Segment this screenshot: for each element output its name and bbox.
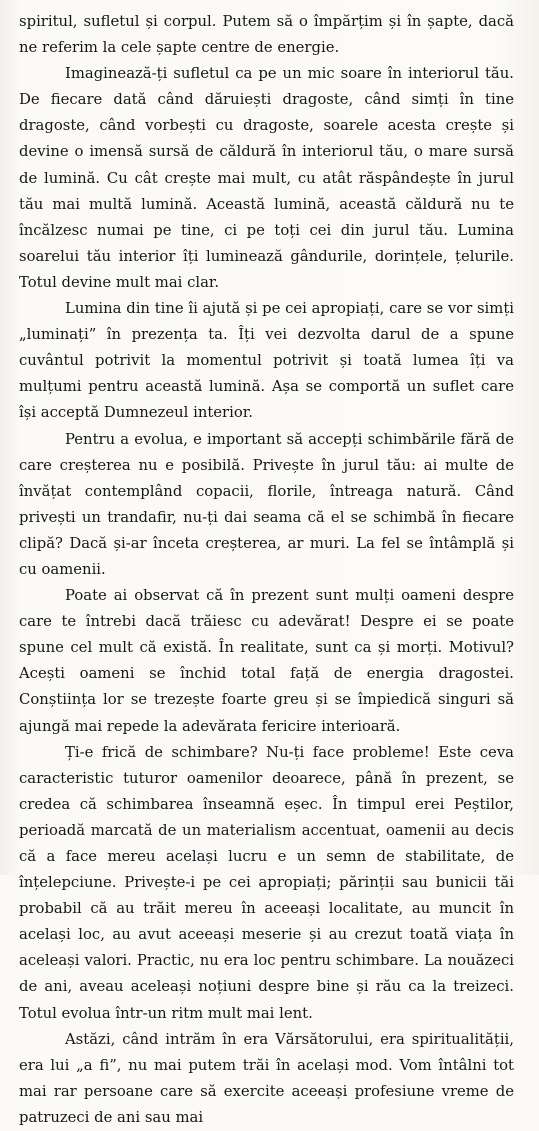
paragraph-4: Pentru a evolua, e important să accepți schimbările fără de care creșterea nu e posibilă. Privește în jurul tău: ai multe de învățat contemplând copacii, florile, întreaga natură. Când privești un trandafir, nu-ți dai seama că el se schimbă în fiecare clipă? Dacă și-ar înceta creșterea, ar muri. La fel se întâmplă și cu oamenii. <box>19 430 514 578</box>
paragraph-7: Astăzi, când intrăm în era Vărsătorului, era spiritualității, era lui „a fi”, nu mai putem trăi în același mod. Vom întâlni tot mai rar persoane care să exercite aceeași profesiune vreme de patruzeci de ani sau mai <box>19 1030 514 1126</box>
paragraph-2: Imaginează-ți sufletul ca pe un mic soare în interiorul tău. De fiecare dată când dăruiești dragoste, când simți în tine dragoste, când vorbești cu dragoste, soarele acesta crește și devine o imensă sursă de căldură în interiorul tău, o mare sursă de lumină. Cu cât crește mai mult, cu atât răspândește în jurul tău mai multă lumină. Această lumină, această căldură nu te încălzesc numai pe tine, ci pe toți cei din jurul tău. Lumina soarelui tău interior îți luminează gândurile, dorințele, țelurile. Totul devine mult mai clar. <box>19 65 514 291</box>
page-text <box>19 9 514 1131</box>
paragraph-5: Poate ai observat că în prezent sunt mulți oameni despre care te întrebi dacă trăiesc cu adevărat! Despre ei se poate spune cel mult că există. În realitate, sunt ca și morți. Motivul? Acești oameni se închid total față de energia dragostei. Conștiința lor se trezește foarte greu și se împiedică singuri să ajungă mai repede la adevărata fericire interioară. <box>19 587 514 735</box>
paragraph-3: Lumina din tine îi ajută și pe cei apropiați, care se vor simți „luminați” în prezența ta. Îți vei dezvolta darul de a spune cuvântul potrivit la momentul potrivit și toată lumea îți va mulțumi pentru această lumină. Așa se comportă un suflet care își acceptă Dumnezeul interior. <box>19 300 514 422</box>
paragraph-6: Ți-e frică de schimbare? Nu-ți face probleme! Este ceva caracteristic tuturor oamenilor deoarece, până în prezent, se credea că schimbarea înseamnă eșec. În timpul erei Peștilor, perioadă marcată de un materialism accentuat, oamenii au decis că a face mereu același lucru e un semn de stabilitate, de înțelepciune. Privește-i pe cei apropiați; părinții sau bunicii tăi probabil că au trăit mereu în aceeași localitate, au muncit în același loc, au avut aceeași meserie și au crezut toată viața în aceleași valori. Practic, nu era loc pentru schimbare. La nouăzeci de ani, aveau aceleași noțiuni despre bine și rău ca la treizeci. Totul evolua într-un ritm mult mai lent. <box>19 743 514 1022</box>
paragraph-1: spiritul, sufletul și corpul. Putem să o împărțim și în șapte, dacă ne referim la cele șapte centre de energie. <box>19 13 514 57</box>
